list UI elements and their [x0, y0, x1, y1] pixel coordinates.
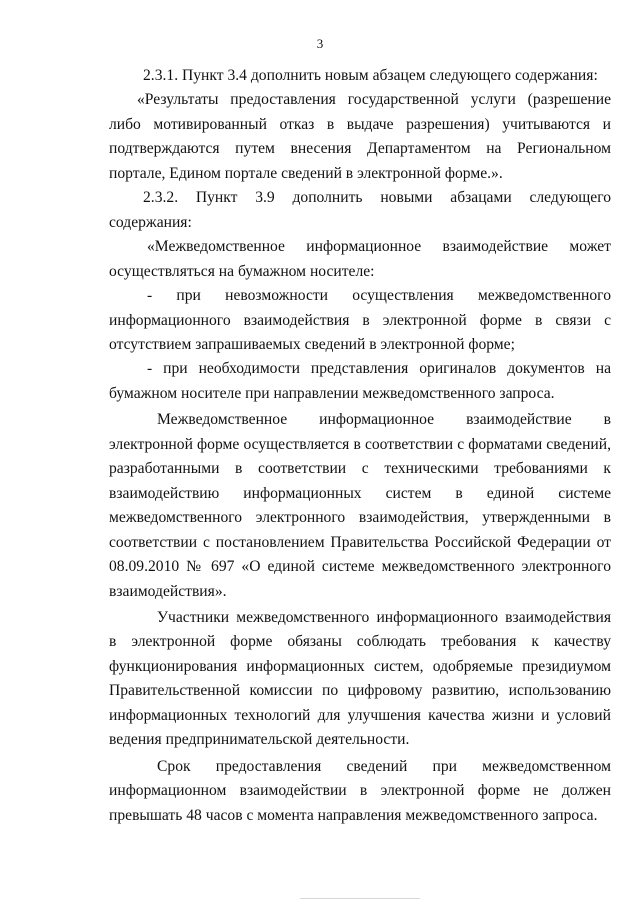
paragraph-clause-2-3-2: 2.3.2. Пункт 3.9 дополнить новыми абзацами следующего содержания: [109, 189, 611, 231]
page-edge-line [300, 898, 420, 899]
paragraph-results-quote: «Результаты предоставления государственной услуги (разрешение либо мотивированный отказ в выдаче разрешения) учитываются и подтверждаются путем внесения Департаментом на Региональном портале, Едином портале сведений в электронной форме.». [109, 91, 611, 182]
paragraph-clause-2-3-1: 2.3.1. Пункт 3.4 дополнить новым абзацем следующего содержания: [143, 67, 598, 84]
paragraph-electronic-interaction: Межведомственное информационное взаимодействие в электронной форме осуществляется в соответствии с форматами сведений, разработанными в соответствии с техническими требованиями к взаимодействию информационных систем в единой системе межведомственного электронного взаимодействия, утвержденными в соответствии с постановлением Правительства Российской Федерации от 08.09.2010 № 697 «О единой системе межведомственного электронного взаимодействия». [109, 411, 611, 600]
paragraph-bullet-originals: - при необходимости представления оригиналов документов на бумажном носителе при направлении межведомственного запроса. [109, 360, 611, 402]
page-number: 3 [316, 36, 324, 51]
paragraph-participants: Участники межведомственного информационного взаимодействия в электронной форме обязаны соблюдать требования к качеству функционирования информационных систем, одобряемые президиумом Правительственной комиссии по цифровому развитию, использованию информационных технологий для улучшения качества жизни и условий ведения предпринимательской деятельности. [109, 608, 611, 749]
paragraph-deadline: Срок предоставления сведений при межведомственном информационном взаимодействии в электронной форме не должен превышать 48 часов с момента направления межведомственного запроса. [109, 757, 611, 824]
paragraph-bullet-impossibility: - при невозможности осуществления межведомственного информационного взаимодействия в электронной форме в связи с отсутствием запрашиваемых сведений в электронной форме; [109, 287, 611, 353]
paragraph-interaction-paper: «Межведомственное информационное взаимодействие может осуществляться на бумажном носителе: [109, 238, 611, 280]
document-body [109, 64, 611, 828]
